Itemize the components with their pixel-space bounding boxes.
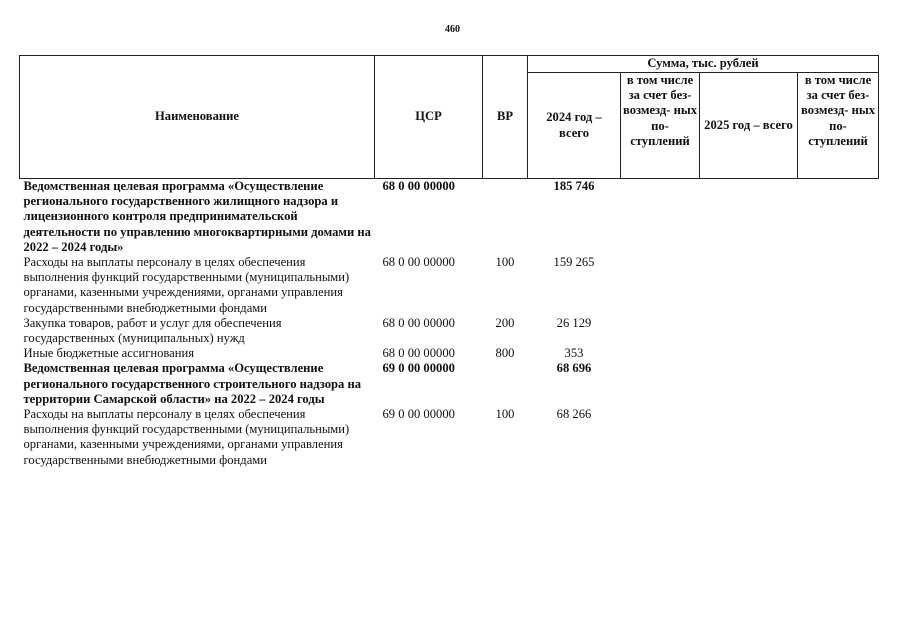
row-2025-grants [798,361,879,407]
row-csr: 69 0 00 00000 [382,361,455,376]
table-body [20,179,879,468]
table-row [20,255,879,316]
row-name: Расходы на выплаты персоналу в целях обеспечения выполнения функций государственными (муниципальными) органами, казенными учреждениями, органами управления государственными внебюджетными фондами [23,407,350,467]
row-vr [483,179,528,256]
col-header-name: Наименование [20,56,375,179]
row-2025-grants [798,346,879,361]
row-2025-total [700,346,798,361]
row-2024-grants [621,361,700,407]
row-csr: 68 0 00 00000 [382,346,455,361]
row-2024-total: 68 266 [556,407,592,422]
table-row [20,346,879,361]
row-2024-grants [621,179,700,256]
row-name: Ведомственная целевая программа «Осуществление регионального государственного строительного надзора на территории Самарской области» на 2022 – 2024 годы [23,361,362,406]
col-header-csr: ЦСР [375,56,483,179]
col-header-sum: Сумма, тыс. рублей [528,56,879,73]
row-2025-total [700,361,798,407]
row-vr: 100 [495,407,515,422]
table-row [20,316,879,346]
table-row [20,179,879,256]
row-2025-total [700,179,798,256]
row-2024-total: 159 265 [553,255,595,270]
table-row [20,407,879,468]
row-2025-total [700,255,798,316]
row-csr: 68 0 00 00000 [382,179,455,193]
col-header-vr: ВР [483,56,528,179]
row-2024-grants [621,346,700,361]
row-vr: 200 [495,315,515,330]
row-vr: 100 [495,255,515,270]
col-header-2024-grants: в том числе за счет без- возмезд- ных по- ступлений [621,73,700,179]
row-2025-grants [798,407,879,468]
row-2025-total [700,316,798,346]
row-2024-grants [621,316,700,346]
row-vr: 800 [495,346,515,361]
col-header-2024-total: 2024 год – всего [528,73,621,179]
row-2024-grants [621,407,700,468]
row-2024-grants [621,255,700,316]
row-2024-total: 353 [564,346,584,361]
row-2025-total [700,407,798,468]
row-name: Ведомственная целевая программа «Осуществление регионального государственного жилищного надзора и лицензионного контроля предпринимательской деятельности по управлению многоквартирными домами на 2022 – 2024 годы» [23,179,371,254]
row-2025-grants [798,255,879,316]
row-csr: 68 0 00 00000 [382,255,455,270]
row-2024-total: 68 696 [556,361,592,376]
row-csr: 68 0 00 00000 [382,315,455,330]
budget-table [19,55,879,468]
row-2025-grants [798,179,879,256]
page-number: 460 [445,24,460,35]
row-name: Расходы на выплаты персоналу в целях обеспечения выполнения функций государственными (муниципальными) органами, казенными учреждениями, органами управления государственными внебюджетными фондами [23,255,350,315]
row-name: Иные бюджетные ассигнования [23,346,195,361]
row-2024-total: 26 129 [556,315,592,330]
table-header [20,56,879,179]
col-header-2025-total: 2025 год – всего [700,73,798,179]
row-2025-grants [798,316,879,346]
row-name: Закупка товаров, работ и услуг для обеспечения государственных (муниципальных) нужд [23,315,282,346]
col-header-2025-grants: в том числе за счет без- возмезд- ных по- ступлений [798,73,879,179]
row-2024-total: 185 746 [553,179,595,193]
row-vr [483,361,528,407]
table-row [20,361,879,407]
row-csr: 69 0 00 00000 [382,407,455,422]
